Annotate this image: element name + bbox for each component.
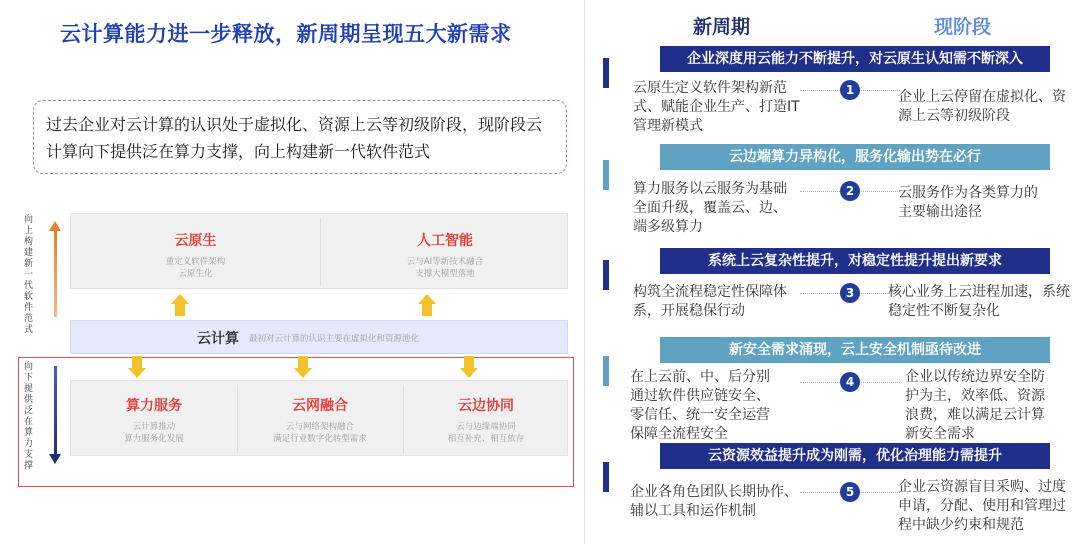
cloud-bar-subtitle: 最初对云计算的认识主要在虚拟化和资源池化 [249, 334, 420, 344]
top-capability-panel [70, 213, 568, 289]
card-line: 支撑大模型落地 [415, 269, 475, 279]
cloud-computing-bar [70, 320, 568, 354]
section-connector [800, 372, 900, 392]
panel-separator [584, 0, 585, 544]
arrow-down-icon [128, 356, 146, 378]
section-current-text: 核心业务上云进程加速，系统稳定性不断复杂化 [888, 284, 1070, 319]
card-cloud-edge [403, 395, 569, 445]
section-number-badge: 4 [840, 372, 860, 392]
section-new-text: 企业各角色团队长期协作、辅以工具和运作机制 [630, 484, 798, 519]
section-marker [603, 160, 609, 190]
section-number-badge: 1 [840, 80, 860, 100]
section-title-bar: 新安全需求涌现，云上安全机制亟待改进 [660, 337, 1050, 363]
section-marker [603, 356, 609, 386]
card-line: 云与网络架构融合 [285, 422, 354, 432]
section-title-bar: 企业深度用云能力不断提升，对云原生认知需不断深入 [660, 46, 1050, 72]
card-line: 满足行业数字化转型需求 [273, 434, 367, 444]
arrow-down-icon [294, 356, 312, 378]
section-current-text: 企业上云停留在虚拟化、资源上云等初级阶段 [898, 89, 1066, 124]
section-current-text: 云服务作为各类算力的主要输出途径 [898, 185, 1038, 220]
card-line: 相互补充、相互依存 [447, 434, 525, 444]
downward-axis-label: 向下提供泛在算力支撑 [24, 362, 34, 471]
section-number-badge: 2 [840, 181, 860, 201]
arrow-up-icon [418, 294, 436, 316]
section-new-text: 在上云前、中、后分别通过软件供应链安全、零信任、统一安全运营保障全流程安全 [630, 369, 770, 442]
cloud-bar-title: 云计算 [197, 331, 239, 347]
section-title-bar: 云资源效益提升成为刚需，优化治理能力需提升 [660, 443, 1050, 469]
card-line: 算力服务化发展 [124, 434, 184, 444]
card-compute-service [71, 395, 237, 445]
upward-axis-label: 向上构建新一代软件范式 [24, 215, 34, 335]
card-line: 云原生化 [178, 269, 213, 279]
downward-axis [20, 362, 48, 472]
card-title: 人工智能 [417, 233, 473, 249]
card-title: 云原生 [174, 233, 217, 249]
card-title: 云网融合 [292, 398, 348, 414]
arrow-down-icon [460, 356, 478, 378]
upward-arrow-icon [52, 221, 58, 317]
section-connector [800, 181, 900, 201]
section-new-text: 云原生定义软件架构新范式、赋能企业生产、打造IT管理新模式 [633, 80, 800, 134]
card-line: 云与边缘端协同 [456, 422, 516, 432]
column-header-new-cycle: 新周期 [693, 16, 751, 38]
card-line: 重定义软件架构 [165, 257, 226, 267]
section-current-text: 企业云资源盲目采购、过度申请，分配、使用和管理过程中缺少约束和规范 [898, 479, 1066, 533]
section-title-bar: 系统上云复杂性提升，对稳定性提升提出新要求 [660, 248, 1050, 274]
section-current-text: 企业以传统边界安全防护为主，效率低、资源浪费，难以满足云计算新安全需求 [905, 369, 1045, 442]
intro-callout: 过去企业对云计算的认识处于虚拟化、资源上云等初级阶段，现阶段云计算向下提供泛在算力支撑，向上构建新一代软件范式 [33, 100, 567, 174]
card-line: 云与AI等新技术融合 [406, 257, 484, 267]
section-number-badge: 3 [840, 283, 860, 303]
section-marker [603, 462, 609, 492]
section-marker [603, 260, 609, 290]
bottom-capability-panel [70, 380, 568, 456]
section-new-text: 算力服务以云服务为基础全面升级，覆盖云、边、端多级算力 [633, 181, 787, 235]
card-cloud-native [71, 230, 320, 280]
section-new-text: 构筑全流程稳定性保障体系，开展稳保行动 [633, 284, 787, 319]
card-title: 云边协同 [458, 398, 514, 414]
page-title: 云计算能力进一步释放，新周期呈现五大新需求 [60, 22, 512, 46]
card-line: 云计算推动 [132, 422, 176, 432]
section-title-bar: 云边端算力异构化，服务化输出势在必行 [660, 144, 1050, 170]
section-number-badge: 5 [840, 482, 860, 502]
section-connector [800, 482, 900, 502]
arrow-up-icon [171, 294, 189, 316]
card-cloud-network [237, 395, 403, 445]
downward-arrow-icon [52, 366, 58, 466]
section-marker [603, 58, 609, 88]
card-ai [321, 230, 569, 280]
card-title: 算力服务 [126, 398, 182, 414]
section-connector [800, 283, 900, 303]
section-connector [800, 80, 900, 100]
column-header-current-stage: 现阶段 [934, 16, 992, 38]
upward-axis [20, 215, 48, 335]
